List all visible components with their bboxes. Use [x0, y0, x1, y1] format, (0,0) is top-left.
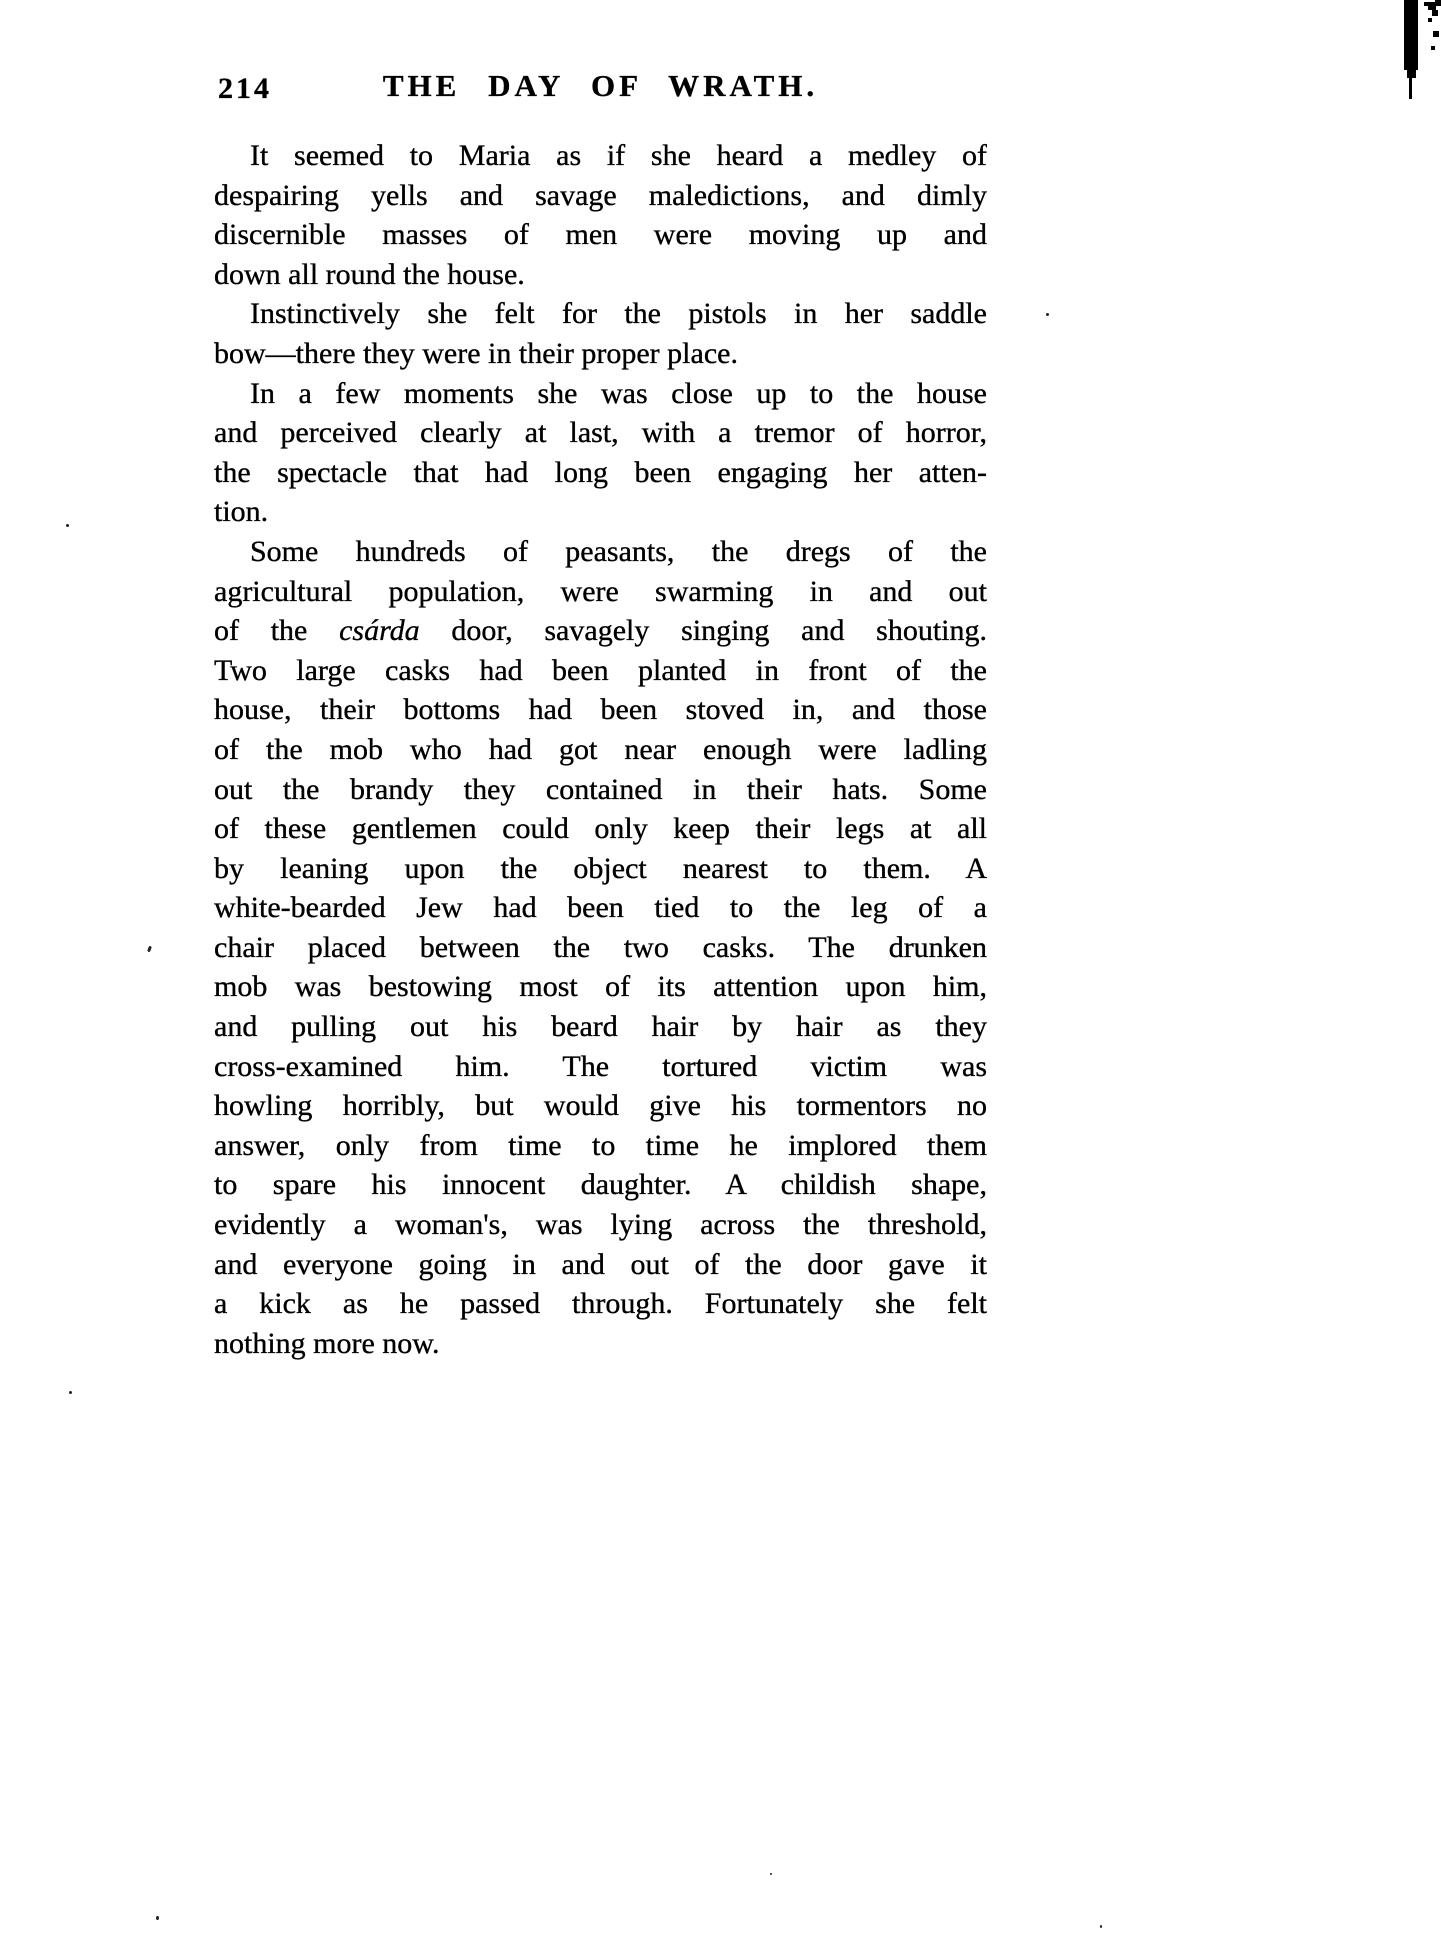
text-line: and pulling out his beard hair by hair as they [214, 1010, 987, 1044]
text-line: Two large casks had been planted in front of the [214, 653, 987, 687]
text-line: to spare his innocent daughter. A childish shape, [214, 1168, 987, 1202]
scan-artifact-speckles [1424, 2, 1428, 6]
page-number: 214 [218, 72, 272, 105]
text-line: house, their bottoms had been stoved in, and those [214, 693, 987, 727]
text-line: out the brandy they contained in their hats. Some [214, 772, 987, 806]
text-line: chair placed between the two casks. The drunken [214, 930, 987, 964]
text-line: the spectacle that had long been engaging her atten- [214, 455, 987, 489]
page-header [214, 68, 987, 112]
text-line: In a few moments she was close up to the house [250, 376, 987, 410]
scan-dot [770, 1873, 772, 1875]
scan-dot [1046, 313, 1049, 316]
scan-dot [66, 524, 69, 527]
text-line: Instinctively she felt for the pistols in her saddle [250, 297, 987, 331]
scan-artifact-bar [1404, 0, 1418, 70]
text-line: cross-examined him. The tortured victim was [214, 1049, 987, 1083]
text-line: and everyone going in and out of the door gave it [214, 1247, 987, 1281]
text-line: of the mob who had got near enough were ladling [214, 732, 987, 766]
text-line: discernible masses of men were moving up and [214, 218, 987, 252]
text-line: despairing yells and savage maledictions, and dimly [214, 178, 987, 212]
text-line: and perceived clearly at last, with a tremor of horror, [214, 416, 987, 450]
text-line: by leaning upon the object nearest to them. A [214, 851, 987, 885]
scan-dot [156, 1916, 159, 1920]
text-line: evidently a woman's, was lying across the threshold, [214, 1208, 987, 1242]
text-line: bow—there they were in their proper place. [214, 336, 738, 370]
paragraph [214, 294, 987, 373]
scan-artifact-bar-tail [1409, 77, 1412, 99]
text-line: a kick as he passed through. Fortunately she felt [214, 1287, 987, 1321]
scan-dot [69, 1391, 72, 1394]
running-title: THE DAY OF WRATH. [382, 68, 819, 103]
text-line: agricultural population, were swarming in and out [214, 574, 987, 608]
text-line: tion. [214, 495, 269, 529]
text-line: It seemed to Maria as if she heard a medley of [250, 139, 987, 172]
text-line: of these gentlemen could only keep their legs at all [214, 812, 987, 846]
text-line: nothing more now. [214, 1326, 440, 1360]
text-line: Some hundreds of peasants, the dregs of the [250, 534, 987, 568]
text-line: mob was bestowing most of its attention upon him, [214, 970, 987, 1004]
text-line: answer, only from time to time he implored them [214, 1128, 987, 1162]
text-line: down all round the house. [214, 257, 525, 291]
paragraph [214, 532, 987, 1363]
scan-dot [1100, 1925, 1102, 1928]
paragraph [214, 136, 987, 294]
text-line: white-bearded Jew had been tied to the leg of a [214, 891, 987, 925]
text-block [214, 136, 987, 1363]
text-line: of the csárda door, savagely singing and shouting. [214, 614, 987, 648]
paragraph [214, 374, 987, 532]
text-line: howling horribly, but would give his tormentors no [214, 1089, 987, 1123]
scan-dot [147, 946, 152, 953]
